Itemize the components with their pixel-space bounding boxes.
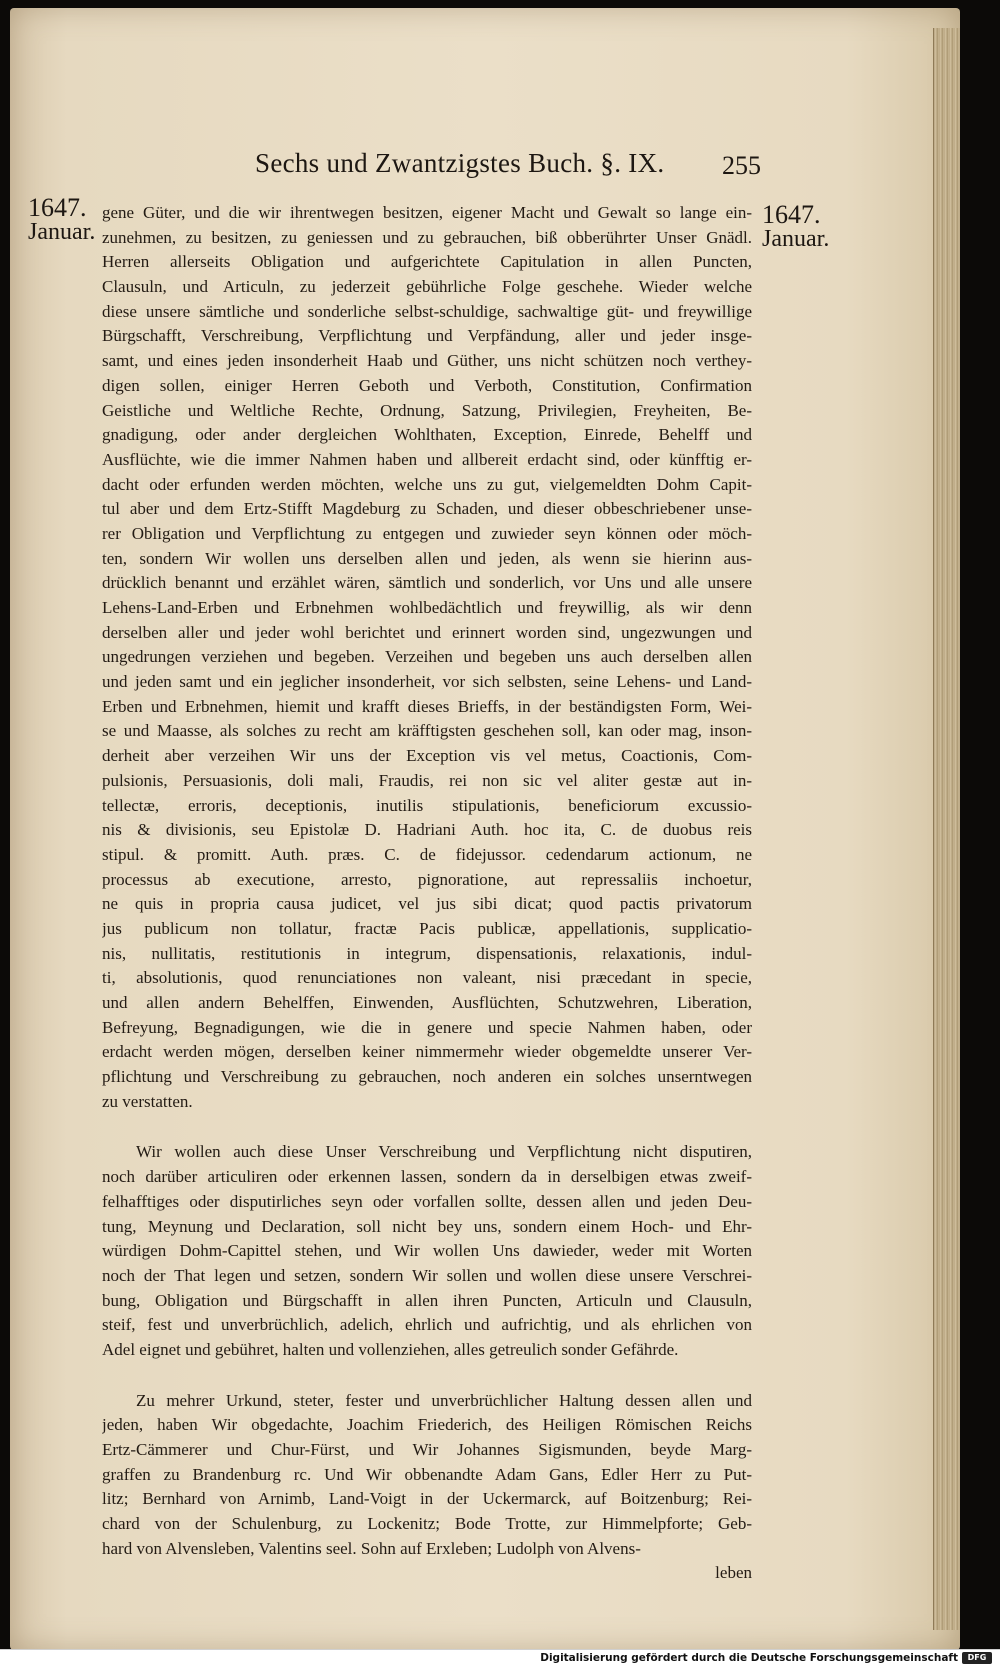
- text-line: noch der That legen und setzen, sondern Wir sollen und wollen diese unsere Verschrei-: [102, 1265, 752, 1285]
- catchword: leben: [715, 1563, 752, 1583]
- text-line: steif, fest und unverbrüchlich, adelich, ehrlich und aufrichtig, und als ehrlichen von: [102, 1315, 752, 1335]
- text-line: Clausuln, und Articuln, zu jederzeit gebührliche Folge geschehe. Wieder welche: [102, 277, 752, 297]
- paragraph-gap: [102, 1363, 752, 1389]
- text-line: ti, absolutionis, quod renunciationes non valeant, nisi præcedant in specie,: [102, 968, 752, 988]
- text-line: chard von der Schulenburg, zu Lockenitz; Bode Trotte, zur Himmelpforte; Geb-: [102, 1514, 752, 1534]
- text-line: nis & divisionis, seu Epistolæ D. Hadriani Auth. hoc ita, C. de duobus reis: [102, 820, 752, 840]
- text-line: se und Maasse, als solches zu recht am kräfftigsten geschehen soll, kan oder mag, inson-: [102, 721, 752, 741]
- text-line: Zu mehrer Urkund, steter, fester und unverbrüchlicher Haltung dessen allen und: [136, 1390, 752, 1410]
- text-line: stipul. & promitt. Auth. præs. C. de fidejussor. cedendarum actionum, ne: [102, 844, 752, 864]
- text-line: diese unsere sämtliche und sonderliche selbst-schuldige, sachwaltige güt- und freywillige: [102, 301, 752, 321]
- text-line: hard von Alvensleben, Valentins seel. Sohn auf Erxleben; Ludolph von Alvens-: [102, 1538, 641, 1558]
- text-line: würdigen Dohm-Capittel stehen, und Wir wollen Uns dawieder, weder mit Worten: [102, 1241, 752, 1261]
- text-line: Herren allerseits Obligation und aufgerichtete Capitulation in allen Puncten,: [102, 252, 752, 272]
- text-line: Wir wollen auch diese Unser Verschreibung und Verpflichtung nicht disputiren,: [136, 1142, 752, 1162]
- footer-credit: Digitalisierung gefördert durch die Deutsche Forschungsgemeinschaft: [540, 1652, 958, 1664]
- text-line: ungedrungen verziehen und begeben. Verzeihen und begeben uns auch derselben allen: [102, 647, 752, 667]
- text-line: derheit aber verzeihen Wir uns der Exception vis vel metus, Coactionis, Com-: [102, 746, 752, 766]
- text-line: zu verstatten.: [102, 1091, 193, 1111]
- text-line: zunehmen, zu besitzen, zu geniessen und zu gebrauchen, biß obberührter Unser Gnädl.: [102, 227, 752, 247]
- left-margin-year: 1647.: [28, 193, 87, 222]
- text-line: und jeden samt und ein jeglicher insonderheit, vor sich selbsten, seine Lehens- und Land-: [102, 672, 752, 692]
- running-title: Sechs und Zwantzigstes Buch. §. IX.: [255, 148, 665, 178]
- text-line: und allen andern Behelffen, Einwenden, Ausflüchten, Schutzwehren, Liberation,: [102, 993, 752, 1012]
- text-line: tellectæ, erroris, deceptionis, inutilis stipulationis, beneficiorum excussio-: [102, 795, 752, 815]
- text-line: Ausflüchte, wie die immer Nahmen haben und allbereit erdacht sind, oder künfftig er-: [102, 449, 752, 469]
- text-line: derselben aller und jeder wohl berichtet und erinnert worden sind, ungezwungen und: [102, 622, 752, 642]
- text-line: Geistliche und Weltliche Rechte, Ordnung, Satzung, Privilegien, Freyheiten, Be-: [102, 400, 752, 420]
- text-line: pulsionis, Persuasionis, doli mali, Fraudis, rei non sic vel aliter gestæ aut in-: [102, 770, 752, 790]
- right-margin-month: Januar.: [762, 226, 830, 252]
- text-line: tul aber und dem Ertz-Stifft Magdeburg zu Schaden, und dieser obbeschriebener unse-: [102, 499, 752, 519]
- paragraph: [102, 201, 752, 1114]
- text-line: ten, sondern Wir wollen uns derselben allen und jeden, als wenn sie hierinn aus-: [102, 548, 752, 568]
- text-line: processus ab executione, arresto, pignoratione, aut repressaliis inchoetur,: [102, 869, 752, 889]
- book-page: [10, 8, 960, 1650]
- text-line: bung, Obligation und Bürgschafft in allen ihren Puncten, Articuln und Clausuln,: [102, 1290, 752, 1310]
- text-line: litz; Bernhard von Arnimb, Land-Voigt in der Uckermarck, auf Boitzenburg; Rei-: [102, 1489, 752, 1509]
- text-line: Adel eignet und gebühret, halten und vollenziehen, alles getreulich sonder Gefährde.: [102, 1339, 679, 1359]
- text-line: rer Obligation und Verpflichtung zu entgegen und zuwieder seyn können oder möch-: [102, 523, 752, 543]
- text-line: Ertz-Cämmerer und Chur-Fürst, und Wir Johannes Sigismunden, beyde Marg-: [102, 1440, 752, 1459]
- text-line: gnadigung, oder ander dergleichen Wohlthaten, Exception, Einrede, Behelff und: [102, 425, 752, 445]
- text-line: drücklich benannt und erzählet wären, sämtlich und sonderlich, vor Uns und alle unsere: [102, 573, 752, 593]
- dfg-logo: DFG: [962, 1652, 992, 1664]
- text-line: gene Güter, und die wir ihrentwegen besitzen, eigener Macht und Gewalt so lange ein-: [102, 203, 752, 222]
- right-margin-note: [762, 201, 829, 253]
- text-line: pflichtung und Verschreibung zu gebrauchen, noch anderen ein solches unserntwegen: [102, 1067, 752, 1087]
- text-line: nis, nullitatis, restitutionis in integrum, dispensationis, relaxationis, indul-: [102, 943, 752, 963]
- paragraph: [102, 1389, 752, 1562]
- text-line: tung, Meynung und Declaration, soll nicht bey uns, sondern einem Hoch- und Ehr-: [102, 1216, 752, 1236]
- text-line: samt, und eines jeden insonderheit Haab und Güther, uns nicht schützen noch verthey-: [102, 351, 752, 371]
- right-margin-year: 1647.: [762, 200, 821, 229]
- left-margin-month: Januar.: [28, 219, 96, 245]
- text-line: Bürgschafft, Verschreibung, Verpflichtung und Verpfändung, aller und jeder insge-: [102, 326, 752, 346]
- text-line: jus publicum non tollatur, fractæ Pacis publicæ, appellationis, supplicatio-: [102, 918, 752, 938]
- text-line: graffen zu Brandenburg rc. Und Wir obbenandte Adam Gans, Edler Herr zu Put-: [102, 1464, 752, 1484]
- text-line: felhafftiges oder disputirliches seyn oder vorfallen sollte, dessen allen und jeden Deu-: [102, 1191, 752, 1211]
- text-line: erdacht werden mögen, derselben keiner nimmermehr wieder obgemeldte unserer Ver-: [102, 1042, 752, 1062]
- footer-bar: [0, 1649, 1000, 1666]
- paragraph-gap: [102, 1114, 752, 1140]
- text-line: noch darüber articuliren oder erkennen lassen, sondern da in derselbigen etwas zweif-: [102, 1167, 752, 1187]
- text-line: Lehens-Land-Erben und Erbnehmen wohlbedächtlich und freywillig, als wir denn: [102, 598, 752, 617]
- text-line: Befreyung, Begnadigungen, wie die in genere und specie Nahmen haben, oder: [102, 1017, 752, 1037]
- page-number: 255: [722, 151, 761, 180]
- text-line: jeden, haben Wir obgedachte, Joachim Friederich, des Heiligen Römischen Reichs: [102, 1415, 752, 1435]
- text-line: ne quis in propria causa judicet, vel jus sibi dicat; quod pactis privatorum: [102, 894, 752, 914]
- left-margin-note: [28, 194, 95, 246]
- text-line: Erben und Erbnehmen, hiemit und krafft dieses Brieffs, in der beständigsten Form, Wei-: [102, 696, 752, 716]
- text-line: dacht oder erfunden werden möchten, welche uns zu gut, vielgemeldten Dohm Capit-: [102, 474, 752, 494]
- text-line: digen sollen, einiger Herren Geboth und Verboth, Constitution, Confirmation: [102, 375, 752, 395]
- page-edge: [933, 28, 960, 1630]
- body-text: [102, 201, 752, 1586]
- paragraph: [102, 1140, 752, 1362]
